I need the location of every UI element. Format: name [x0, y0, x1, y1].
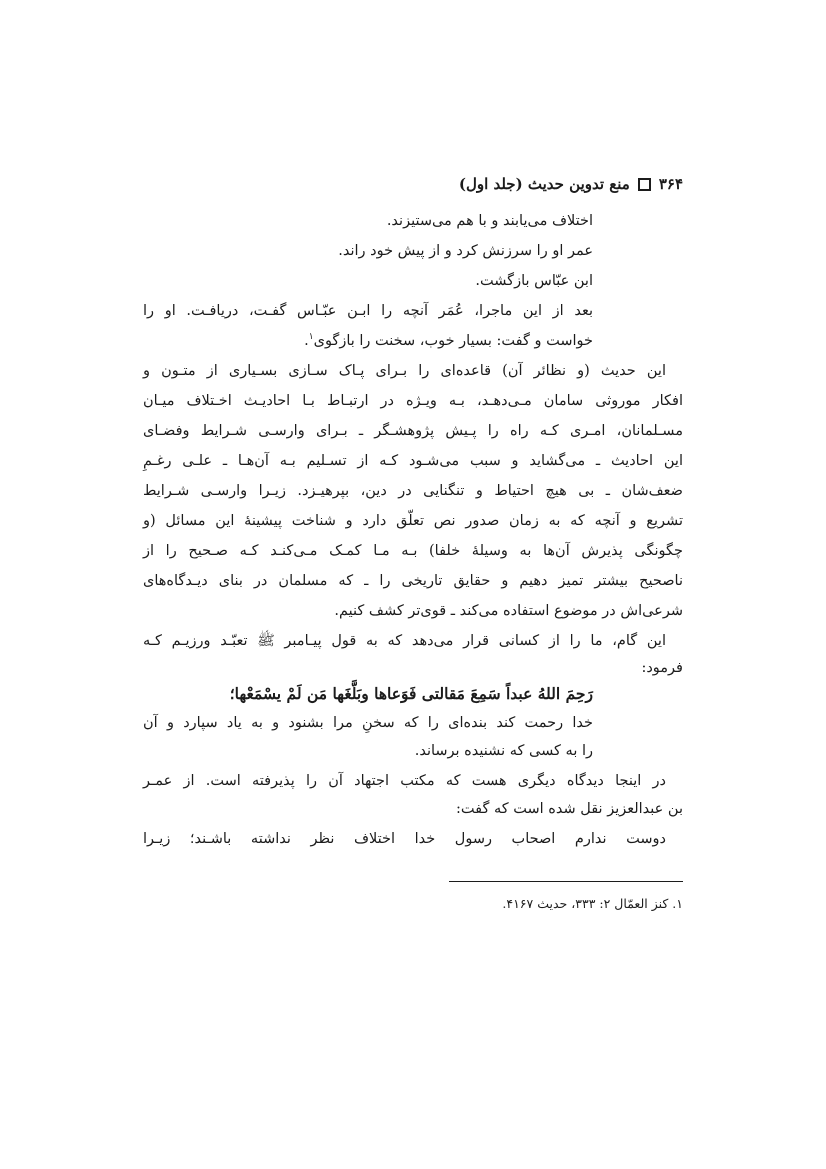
paragraph-line: ناصحیح بیشتر تمیز دهیم و حقایق تاریخی را ـ که مسلمان در بنای دیـدگاه‌های — [143, 573, 683, 589]
paragraph-line: بن عبدالعزیز نقل شده است که گفت: — [455, 801, 683, 817]
page-header — [459, 170, 683, 198]
footnote-divider — [449, 881, 683, 882]
page-number: ۳۶۴ — [658, 175, 683, 193]
quote-line: دوست ندارم اصحاب رسول خدا اختلاف نظر نداشته باشـند؛ زیـرا — [143, 831, 666, 847]
book-title: منع تدوین حدیث (جلد اول) — [458, 175, 630, 193]
paragraph-line: ضعف‌شان ـ بی هیچ احتیاط و تنگنایی در دین، بپرهیـزد. زیـرا وارسـی شـرایط — [143, 483, 683, 499]
paragraph-line: این احادیث ـ می‌گشاید و سبب می‌شـود کـه از تسـلیم بـه آن‌هـا ـ علـی رغـمِ — [143, 453, 683, 469]
paragraph-line: تشریع و آنچه که به زمان صدور نص تعلّق دارد و شناخت پیشینهٔ این مسائل (و — [143, 513, 683, 529]
quote-line: عمر او را سرزنش کرد و از پیش خود راند. — [338, 243, 593, 259]
hadith-arabic: رَحِمَ اللهُ عبداً سَمِعَ مَقالتی فَوَعاها وبَلَّغَها مَن لَمْ يسْمَعْها؛ — [229, 684, 593, 703]
paragraph-line: چگونگی پذیرش آن‌ها به وسیلهٔ خلفا) بـه مـا کمـک مـی‌کنـد کـه صـحیح را از — [143, 543, 683, 559]
paragraph-line: در اینجا دیدگاه دیگری هست که مکتب اجتهاد آن را پذیرفته است. از عمـر — [143, 773, 666, 789]
quote-line: خواست و گفت: بسیار خوب، سخنت را بازگوی$^۱$. — [304, 332, 593, 349]
footnote: ۱. کنز العمّال ۲: ۳۳۳، حدیث ۴۱۶۷. — [502, 896, 683, 911]
footnote-marker[interactable]: ۱ — [308, 332, 314, 343]
square-bullet-icon — [638, 178, 651, 191]
paragraph-line: مسـلمانان، امـری کـه راه را پـیش پژوهشـگر ـ بـرای وارسـی شـرایط وفضـای — [143, 423, 683, 439]
paragraph-line: این حدیث (و نظائر آن) قاعده‌ای را بـرای پـاک سـازی بسـیاری از متـون و — [143, 363, 666, 379]
paragraph-line: افکار موروثی سامان مـی‌دهـد، بـه ویـژه در ارتبـاط بـا احادیـث اخـتلاف میـان — [143, 393, 683, 409]
paragraph-line: شرعی‌اش در موضوع استفاده می‌کند ـ قوی‌تر کشف کنیم. — [334, 603, 683, 619]
paragraph-line: این گام، ما را از کسانی قرار می‌دهد که به قول پیـامبر ﷺ تعبّـد ورزیـم کـه — [143, 633, 666, 649]
translation-line: را به کسی که نشنیده برساند. — [414, 743, 593, 759]
translation-line: خدا رحمت کند بنده‌ای را که سخنِ مرا بشنود و به یاد سپارد و آن — [143, 715, 593, 731]
quote-line: اختلاف می‌یابند و با هم می‌ستیزند. — [386, 213, 593, 229]
paragraph-line: فرمود: — [641, 660, 683, 676]
quote-line: ابن عبّاس بازگشت. — [475, 273, 593, 289]
quote-line: بعد از این ماجرا، عُمَر آنچه را ابـن عبّـاس گفـت، دریافـت. او را — [143, 303, 593, 319]
